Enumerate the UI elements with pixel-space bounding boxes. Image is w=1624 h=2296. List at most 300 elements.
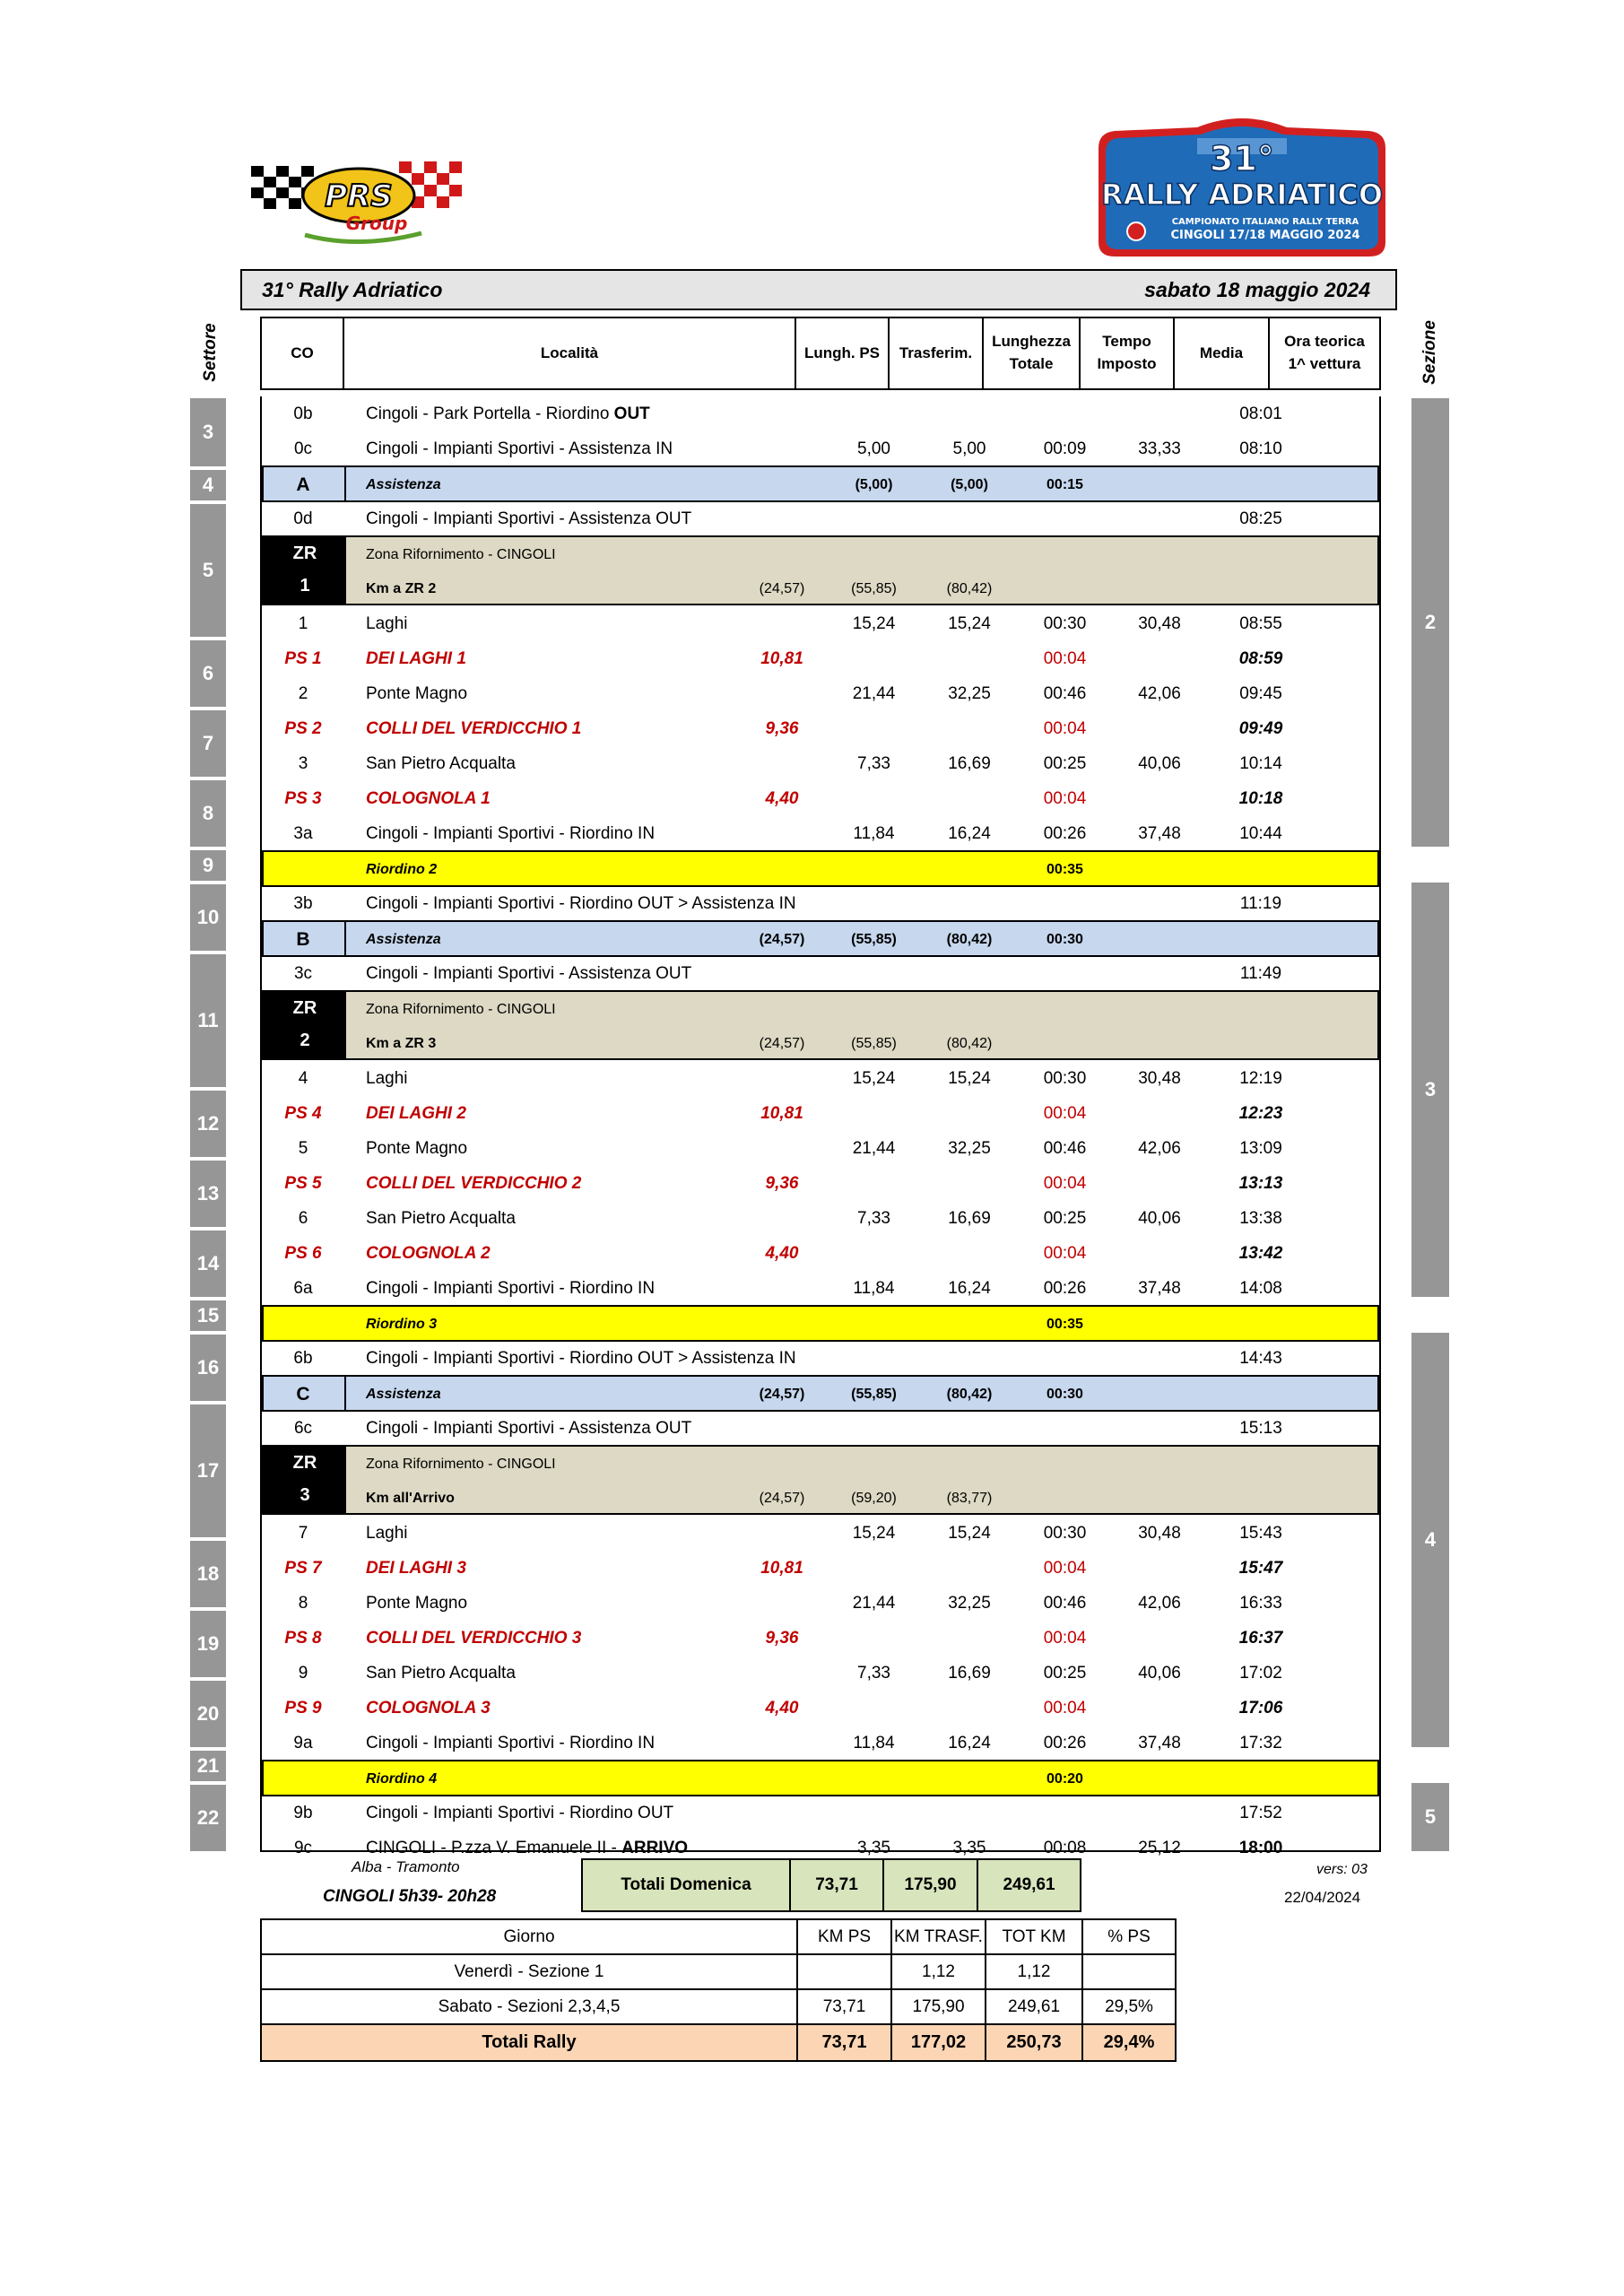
location [366, 1691, 491, 1726]
stage-length [737, 1201, 827, 1236]
imposed-time [1018, 1796, 1112, 1831]
settore-block: 8 [190, 780, 226, 847]
control-code: A [296, 474, 310, 495]
timetable-row [262, 501, 1379, 536]
total-length: 15,24 [948, 614, 991, 633]
zr-distance-label: Km all'Arrivo [366, 1491, 455, 1506]
zr-code-line1: ZR [292, 1453, 317, 1473]
zr-code [264, 1447, 346, 1513]
location [366, 1377, 441, 1412]
total-length [921, 1341, 1018, 1376]
zr-location: Zona Rifornimento - CINGOLI [366, 1002, 556, 1017]
totals-domenica-total: 249,61 [1003, 1875, 1055, 1894]
total-length: 32,25 [948, 684, 991, 703]
scheduled-time: 09:45 [1239, 684, 1282, 703]
col-localita: Località [344, 318, 796, 388]
zr-code [264, 537, 346, 604]
col-media: Media [1175, 318, 1270, 388]
location [366, 781, 491, 816]
total-length: (5,00) [951, 477, 988, 492]
zr-distance-label: Km a ZR 2 [366, 581, 437, 596]
settore-block: 3 [190, 398, 226, 466]
total-length [921, 501, 1018, 536]
location-text: COLLI DEL VERDICCHIO 2 [366, 1174, 582, 1193]
control-code: 3b [293, 894, 313, 913]
col-ora-teorica [1270, 318, 1379, 388]
stage-length: 4,40 [765, 1244, 799, 1263]
col-lunghezza-totale [984, 318, 1081, 388]
location-text: Cingoli - Impianti Sportivi - Assistenza IN [366, 439, 673, 458]
summary-header-giorno: Giorno [262, 1920, 798, 1953]
location-text: COLOGNOLA 3 [366, 1699, 491, 1718]
col-tempo-imposto [1081, 318, 1175, 388]
timetable [260, 396, 1381, 1857]
assistance-row [262, 465, 1379, 502]
transfer-length: 3,35 [857, 1839, 890, 1857]
location [366, 1551, 466, 1586]
control-code: 3a [293, 824, 313, 843]
refuel-zone-row [262, 990, 1379, 1060]
location [366, 1726, 655, 1761]
average-speed [1112, 1411, 1207, 1446]
zr-location: Zona Rifornimento - CINGOLI [366, 547, 556, 562]
stage-length [737, 1726, 827, 1761]
location-text: Cingoli - Impianti Sportivi - Assistenza OUT [366, 509, 692, 528]
zr-distance-label: Km a ZR 3 [366, 1036, 437, 1051]
timetable-row [262, 1201, 1379, 1236]
imposed-time [1018, 396, 1112, 431]
total-length: 32,25 [948, 1594, 991, 1613]
total-length: 16,69 [948, 1664, 991, 1683]
imposed-time: 00:04 [1043, 719, 1087, 738]
settore-block: 16 [190, 1335, 226, 1401]
stage-length [737, 1411, 827, 1446]
location-text: Cingoli - Impianti Sportivi - Riordino IN [366, 1279, 656, 1298]
location-text: Ponte Magno [366, 1139, 468, 1158]
location-text: Cingoli - Impianti Sportivi - Assistenza OUT [366, 964, 692, 983]
imposed-time: 00:04 [1043, 1699, 1087, 1718]
settore-block: 19 [190, 1611, 226, 1677]
transfer-length: 7,33 [857, 754, 890, 773]
svg-text:RALLY ADRIATICO: RALLY ADRIATICO [1100, 178, 1384, 212]
location-highlight: ARRIVO [621, 1839, 689, 1857]
location-text: DEI LAGHI 2 [366, 1104, 466, 1123]
location [366, 501, 691, 536]
control-code: 1 [298, 614, 308, 633]
total-length: 3,35 [952, 1839, 986, 1857]
settore-block: 13 [190, 1161, 226, 1227]
transfer-length: 11,84 [853, 824, 895, 843]
scheduled-time: 15:47 [1238, 1559, 1283, 1578]
special-stage-row [262, 641, 1379, 676]
settore-block: 10 [190, 884, 226, 951]
summary-header-totkm: TOT KM [986, 1920, 1083, 1953]
control-code: 0d [293, 509, 313, 528]
control-code: PS 8 [284, 1629, 322, 1648]
average-speed: 33,33 [1138, 439, 1181, 458]
total-length: 16,24 [948, 1734, 991, 1752]
zr-code-line2: 3 [300, 1485, 310, 1505]
imposed-time: 00:04 [1043, 1629, 1087, 1648]
summary-table [260, 1918, 1177, 2062]
refuel-zone-row [262, 535, 1379, 605]
stage-length [737, 1271, 827, 1306]
stage-length: 4,40 [765, 1699, 799, 1718]
scheduled-time: 10:14 [1239, 754, 1282, 773]
location-text: Cingoli - Park Portella - Riordino [366, 404, 614, 423]
scheduled-time: 13:42 [1238, 1244, 1283, 1263]
location-text: COLOGNOLA 1 [366, 789, 491, 808]
special-stage-row [262, 1236, 1379, 1271]
timetable-row [262, 956, 1379, 991]
event-date: sabato 18 maggio 2024 [1144, 278, 1370, 301]
settore-block: 9 [190, 850, 226, 881]
transfer-length [827, 1341, 921, 1376]
average-speed: 42,06 [1138, 1139, 1181, 1158]
average-speed: 40,06 [1138, 754, 1181, 773]
imposed-time: 00:04 [1043, 1559, 1087, 1578]
timetable-row [262, 1411, 1379, 1446]
average-speed [1112, 956, 1207, 991]
timetable-row [262, 1516, 1379, 1551]
average-speed [1112, 1377, 1207, 1412]
settore-block: 20 [190, 1681, 226, 1747]
imposed-time: 00:26 [1043, 1279, 1087, 1298]
location [366, 1516, 408, 1551]
stage-length [737, 1341, 827, 1376]
scheduled-time: 17:52 [1239, 1804, 1282, 1822]
version-label: vers: 03 [1316, 1862, 1368, 1877]
timetable-row [262, 886, 1379, 921]
average-speed: 42,06 [1138, 1594, 1181, 1613]
assistance-row [262, 920, 1379, 957]
control-code: 6c [293, 1419, 313, 1438]
stage-length [737, 816, 827, 851]
average-speed: 30,48 [1138, 1524, 1181, 1543]
col-lunghezza-line2: Totale [1009, 355, 1054, 372]
imposed-time [1018, 1411, 1112, 1446]
location [366, 1656, 516, 1691]
imposed-time: 00:04 [1043, 649, 1087, 668]
imposed-time: 00:04 [1043, 1174, 1087, 1193]
location-text: Cingoli - Impianti Sportivi - Riordino OUT > Assistenza IN [366, 1349, 796, 1368]
zr-tr: (55,85) [851, 581, 897, 596]
location-text: Riordino 3 [366, 1317, 438, 1332]
transfer-length: 15,24 [852, 1524, 896, 1543]
imposed-time [1018, 886, 1112, 921]
stage-length [737, 1131, 827, 1166]
timetable-row [262, 606, 1379, 641]
timetable-row [262, 1796, 1379, 1831]
total-length: (80,42) [946, 1387, 993, 1402]
imposed-time: 00:46 [1043, 1594, 1087, 1613]
scheduled-time: 13:13 [1238, 1174, 1283, 1193]
stage-length [737, 746, 827, 781]
refuel-zone-row [262, 1445, 1379, 1515]
zr-code-line2: 2 [300, 1031, 310, 1050]
transfer-length: 21,44 [852, 1139, 896, 1158]
column-header [260, 317, 1381, 390]
stage-length [737, 396, 827, 431]
total-length: 16,24 [948, 1279, 991, 1298]
imposed-time: 00:15 [1046, 477, 1083, 492]
alba-tramonto-label: Alba - Tramonto [352, 1858, 460, 1875]
svg-text:CINGOLI 17/18 MAGGIO 2024: CINGOLI 17/18 MAGGIO 2024 [1170, 229, 1360, 242]
event-title: 31° Rally Adriatico [262, 278, 443, 301]
total-length: 16,24 [948, 824, 991, 843]
imposed-time: 00:25 [1043, 754, 1087, 773]
scheduled-time: 10:44 [1239, 824, 1282, 843]
settore-block: 11 [190, 954, 226, 1087]
average-speed [1112, 501, 1207, 536]
svg-text:CAMPIONATO ITALIANO RALLY TERR: CAMPIONATO ITALIANO RALLY TERRA [1171, 217, 1359, 227]
total-length [921, 1796, 1018, 1831]
control-code: 9 [298, 1664, 308, 1683]
stage-length [737, 431, 827, 466]
control-code: 0b [293, 404, 313, 423]
stage-length: 10,81 [760, 649, 803, 668]
scheduled-time [1207, 922, 1315, 957]
summary-total-kmps: 73,71 [798, 2025, 892, 2060]
control-code: PS 6 [284, 1244, 322, 1263]
transfer-length: 7,33 [857, 1664, 890, 1683]
summary-row [262, 1990, 1175, 2025]
stage-length: 9,36 [765, 1174, 799, 1193]
average-speed: 25,12 [1138, 1839, 1181, 1857]
riordino-row [262, 1305, 1379, 1342]
transfer-length: 5,00 [857, 439, 890, 458]
control-code: 8 [298, 1594, 308, 1613]
summary-cell: 29,5% [1105, 1996, 1153, 2016]
transfer-length [827, 956, 921, 991]
timetable-row [262, 1271, 1379, 1306]
location [366, 676, 467, 711]
timetable-row [262, 431, 1379, 466]
timetable-row [262, 396, 1379, 431]
location [366, 1796, 673, 1831]
scheduled-time: 08:55 [1239, 614, 1282, 633]
imposed-time: 00:25 [1043, 1209, 1087, 1228]
control-code: PS 1 [284, 649, 322, 668]
imposed-time: 00:08 [1043, 1839, 1087, 1857]
location-text: Ponte Magno [366, 684, 468, 703]
location [366, 1341, 796, 1376]
transfer-length: 11,84 [853, 1734, 895, 1752]
scheduled-time: 11:49 [1239, 964, 1282, 983]
location [366, 1061, 408, 1096]
totals-domenica-trasf: 175,90 [884, 1860, 978, 1910]
timetable-row [262, 1341, 1379, 1376]
location-text: Riordino 4 [366, 1771, 438, 1787]
imposed-time: 00:09 [1043, 439, 1087, 458]
imposed-time [1018, 501, 1112, 536]
transfer-length: (55,85) [851, 932, 897, 947]
sezione-block: 5 [1411, 1783, 1449, 1851]
control-code: PS 2 [284, 719, 322, 738]
control-code: 9b [293, 1804, 313, 1822]
summary-total-row [262, 2025, 1175, 2060]
zr-ps: (24,57) [759, 1491, 805, 1506]
transfer-length: 21,44 [852, 1594, 896, 1613]
scheduled-time: 16:33 [1239, 1594, 1282, 1613]
special-stage-row [262, 1096, 1379, 1131]
settore-block: 5 [190, 504, 226, 637]
location [366, 746, 516, 781]
zr-code-line1: ZR [292, 998, 317, 1018]
total-length [921, 886, 1018, 921]
settore-block: 17 [190, 1405, 226, 1537]
control-code: 6b [293, 1349, 313, 1368]
location-text: Laghi [366, 1069, 408, 1088]
timetable-row [262, 1586, 1379, 1621]
location [366, 852, 437, 887]
location [366, 396, 650, 431]
svg-text:Group: Group [345, 213, 408, 234]
stage-length [737, 956, 827, 991]
zr-code [264, 992, 346, 1058]
sezione-label: Sezione [1420, 320, 1439, 385]
total-length: 32,25 [948, 1139, 991, 1158]
total-length: 16,69 [948, 1209, 991, 1228]
summary-cell [798, 1955, 892, 1988]
imposed-time: 00:04 [1043, 1244, 1087, 1263]
imposed-time: 00:46 [1043, 684, 1087, 703]
location [366, 431, 673, 466]
timetable-row [262, 1656, 1379, 1691]
zr-location: Zona Rifornimento - CINGOLI [366, 1457, 556, 1472]
control-code: 2 [298, 684, 308, 703]
location-text: COLLI DEL VERDICCHIO 3 [366, 1629, 582, 1648]
scheduled-time: 08:10 [1239, 439, 1282, 458]
control-code: C [296, 1384, 310, 1405]
location-text: Ponte Magno [366, 1594, 468, 1613]
version-date: 22/04/2024 [1284, 1889, 1361, 1906]
location-text: Laghi [366, 614, 408, 633]
control-code: PS 4 [284, 1104, 322, 1123]
location-text: San Pietro Acqualta [366, 1664, 516, 1683]
location-text: Cingoli - Impianti Sportivi - Riordino OUT > Assistenza IN [366, 894, 796, 913]
sezione-block: 4 [1411, 1333, 1449, 1747]
control-code: 6 [298, 1209, 308, 1228]
location-text: COLOGNOLA 2 [366, 1244, 491, 1263]
scheduled-time: 13:38 [1239, 1209, 1282, 1228]
control-code: 0c [293, 439, 313, 458]
scheduled-time: 12:19 [1239, 1069, 1282, 1088]
totals-domenica [581, 1858, 1081, 1912]
control-code: PS 5 [284, 1174, 322, 1193]
assistance-row [262, 1375, 1379, 1412]
stage-length [737, 1656, 827, 1691]
location-text: Assistenza [366, 477, 441, 492]
stage-length [737, 467, 827, 502]
imposed-time: 00:04 [1043, 789, 1087, 808]
transfer-length [827, 501, 921, 536]
average-speed [1112, 1796, 1207, 1831]
imposed-time: 00:26 [1043, 1734, 1087, 1752]
location [366, 606, 408, 641]
stage-length: 9,36 [765, 719, 799, 738]
special-stage-row [262, 1166, 1379, 1201]
scheduled-time: 15:43 [1239, 1524, 1282, 1543]
zr-ps: (24,57) [759, 581, 805, 596]
settore-block: 22 [190, 1785, 226, 1851]
special-stage-row [262, 1691, 1379, 1726]
location [366, 1271, 655, 1306]
location-text: San Pietro Acqualta [366, 1209, 516, 1228]
average-speed [1112, 1341, 1207, 1376]
control-code [262, 1307, 344, 1342]
control-code: PS 9 [284, 1699, 322, 1718]
settore-block: 7 [190, 710, 226, 777]
average-speed: 40,06 [1138, 1209, 1181, 1228]
average-speed: 40,06 [1138, 1664, 1181, 1683]
stage-length [737, 501, 827, 536]
imposed-time: 00:46 [1043, 1139, 1087, 1158]
transfer-length: 11,84 [853, 1279, 895, 1298]
special-stage-row [262, 711, 1379, 746]
imposed-time: 00:30 [1043, 1524, 1087, 1543]
stage-length [737, 1586, 827, 1621]
riordino-row [262, 850, 1379, 887]
location-text: Riordino 2 [366, 862, 438, 877]
transfer-length: 15,24 [852, 614, 896, 633]
summary-header-kmps: KM PS [798, 1920, 892, 1953]
control-code: 3c [293, 964, 313, 983]
header-bar [240, 269, 1397, 310]
transfer-length: 15,24 [852, 1069, 896, 1088]
average-speed: 37,48 [1138, 1279, 1181, 1298]
scheduled-time: 08:59 [1238, 649, 1283, 668]
col-trasferim: Trasferim. [890, 318, 984, 388]
imposed-time: 00:35 [1046, 1317, 1083, 1332]
transfer-length: 7,33 [857, 1209, 890, 1228]
zr-tr: (59,20) [851, 1491, 897, 1506]
summary-cell: Sabato - Sezioni 2,3,4,5 [262, 1990, 798, 2023]
stage-length [737, 1061, 827, 1096]
svg-text:31°: 31° [1210, 139, 1274, 178]
summary-total-label: Totali Rally [262, 2025, 798, 2060]
stage-length [737, 886, 827, 921]
location [366, 467, 441, 502]
scheduled-time [1207, 467, 1315, 502]
summary-cell [1083, 1955, 1175, 1988]
timetable-row [262, 1131, 1379, 1166]
special-stage-row [262, 1551, 1379, 1586]
location [366, 1761, 437, 1796]
location [366, 922, 441, 957]
sezione-block: 3 [1411, 883, 1449, 1297]
imposed-time: 00:20 [1046, 1771, 1083, 1787]
summary-cell: Venerdì - Sezione 1 [262, 1955, 798, 1988]
summary-total-totkm: 250,73 [986, 2025, 1083, 2060]
summary-cell: 73,71 [798, 1990, 892, 2023]
location-text: DEI LAGHI 1 [366, 649, 466, 668]
summary-header-row [262, 1920, 1175, 1955]
settore-label: Settore [201, 323, 220, 382]
settore-block: 4 [190, 470, 226, 500]
average-speed: 37,48 [1138, 824, 1181, 843]
col-co: CO [262, 318, 344, 388]
location [366, 641, 466, 676]
location-text: Assistenza [366, 1387, 441, 1402]
stage-length: 9,36 [765, 1629, 799, 1648]
transfer-length: (55,85) [851, 1387, 897, 1402]
transfer-length [827, 396, 921, 431]
totals-domenica-ps: 73,71 [791, 1860, 884, 1910]
special-stage-row [262, 1621, 1379, 1656]
transfer-length: 21,44 [852, 684, 896, 703]
total-length: (80,42) [946, 932, 993, 947]
